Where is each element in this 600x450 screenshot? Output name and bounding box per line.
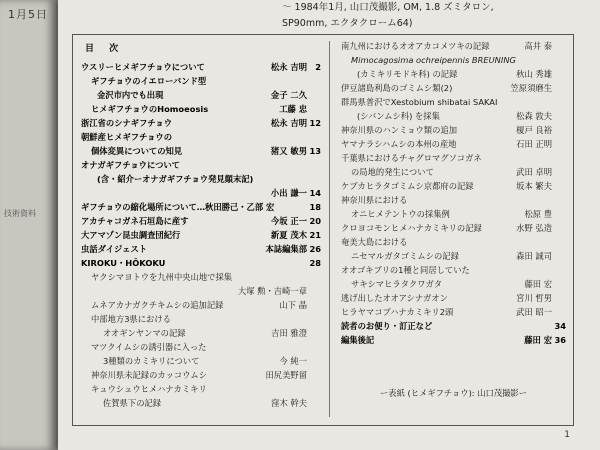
- left-page-label: 技術資料: [4, 209, 36, 218]
- entry-title: オナガギフチョウについて: [81, 160, 180, 170]
- entry-title: 個体変異についての知見: [91, 146, 183, 156]
- entry-title: アカチャコガネ石垣島に産す: [81, 216, 189, 226]
- entry-title: 神奈川県のハンミョウ類の追加: [341, 125, 457, 135]
- entry-title: 奄美大島における: [341, 237, 408, 247]
- entry-title: ヒラヤマコブハナカミキリ2頭: [341, 307, 454, 317]
- cover-caption: [282, 0, 542, 32]
- entry-page: 2: [315, 62, 321, 72]
- entry-title: 神奈川県未記録のカッコウムシ: [91, 370, 207, 380]
- toc-entry: [81, 326, 321, 340]
- entry-title: 群馬県普沢でXestobium shibatai SAKAI: [341, 97, 498, 107]
- toc-entry: [341, 81, 566, 95]
- entry-title: ムネアカナガクチキムシの追加記録: [91, 300, 224, 310]
- toc-entry: [81, 396, 321, 410]
- entry-author: 秋山 秀雄: [516, 69, 552, 79]
- toc-entry: [81, 228, 321, 242]
- entry-title: 朝鮮産ヒメギフチョウの: [81, 132, 173, 142]
- entry-author: 坂本 繁夫: [516, 181, 552, 191]
- toc-entry: [81, 74, 321, 88]
- entry-title: (シバンムシ科) を採集: [357, 111, 440, 121]
- toc-entry: [81, 214, 321, 228]
- entry-page: 21: [309, 230, 321, 240]
- toc-right-column: [341, 39, 566, 347]
- entry-author: 藤田 宏: [524, 335, 552, 345]
- entry-page: 14: [309, 188, 321, 198]
- toc-entry: [341, 235, 566, 249]
- entry-title: ケブカヒラタゴミムシ京都府の記録: [341, 181, 474, 191]
- entry-page: 28: [309, 258, 321, 268]
- entry-title: ヤマナラシハムシの本州の産地: [341, 139, 457, 149]
- entry-title: オオゴキブリの1種と同居していた: [341, 265, 470, 275]
- toc-entry: [341, 305, 566, 319]
- entry-author: 工藤 忠: [279, 104, 307, 114]
- toc-entry: [341, 165, 566, 179]
- toc-entry: [341, 109, 566, 123]
- toc-entry: [81, 284, 321, 298]
- toc-entry: [341, 193, 566, 207]
- entry-title: 中部地方3県における: [91, 314, 171, 324]
- entry-author: 笠原須磨生: [510, 83, 552, 93]
- entry-author: 吉田 雅澄: [271, 328, 307, 338]
- entry-title: ギフチョウの縮化場所について…秋田勝己・乙部 宏: [81, 202, 275, 212]
- toc-left-column: [81, 39, 321, 410]
- page-number: 1: [564, 430, 570, 440]
- toc-entry: [81, 60, 321, 74]
- entry-author: 今 純一: [279, 356, 307, 366]
- toc-entry: [341, 249, 566, 263]
- toc-entry: [341, 179, 566, 193]
- toc-entry: [341, 123, 566, 137]
- entry-title: ニセマルガタゴミムシの記録: [351, 251, 459, 261]
- toc-entry: [341, 263, 566, 277]
- entry-title: ヤクシマヨトウを九州中央山地で採集: [91, 272, 233, 282]
- toc-entry: [341, 319, 566, 333]
- entry-title: 金沢市内でも出現: [97, 90, 164, 100]
- toc-entry: [81, 340, 321, 354]
- toc-entry: [81, 368, 321, 382]
- entry-title: ヒメギフチョウのHomoeosis: [91, 104, 209, 114]
- entry-author: 森田 誠司: [516, 251, 552, 261]
- toc-entry: [81, 102, 321, 116]
- toc-entry: [81, 200, 321, 214]
- toc-entry: [81, 130, 321, 144]
- entry-title: 神奈川県における: [341, 195, 408, 205]
- entry-title: クロヨコモンヒメハナカミキリの記録: [341, 223, 482, 233]
- toc-title: 目 次: [85, 44, 125, 54]
- entry-author: 宮川 哲男: [516, 293, 552, 303]
- entry-title: 大アマゾン昆虫調査団紀行: [81, 230, 181, 240]
- entry-page: 36: [554, 335, 566, 345]
- entry-title: 南九州におけるオオアカコメツキの記録: [341, 41, 490, 51]
- caption-line: SP90mm, エクタクローム64): [282, 18, 413, 29]
- entry-author: 武田 卓明: [516, 167, 552, 177]
- entry-page: 20: [309, 216, 321, 226]
- toc-entry: [81, 144, 321, 158]
- toc-entry: [81, 88, 321, 102]
- entry-author: 榎戸 良裕: [516, 125, 552, 135]
- entry-title: 伊豆諸島利島のゴミムシ類(2): [341, 83, 453, 93]
- toc-entry: [341, 39, 566, 53]
- entry-title: マツクイムシの誘引器に入った: [91, 342, 207, 352]
- toc-entry: [341, 333, 566, 347]
- entry-title: (含・紹介ーオナガギフチョウ発見顛末記): [97, 174, 254, 184]
- entry-author: 水野 弘造: [516, 223, 552, 233]
- toc-entry: [81, 158, 321, 172]
- entry-author: 石田 正明: [516, 139, 552, 149]
- toc-entry: [81, 172, 321, 186]
- column-divider: [329, 41, 330, 417]
- entry-title: KIROKU・HŌKOKU: [81, 258, 166, 268]
- entry-page: 18: [309, 202, 321, 212]
- toc-entry: [341, 291, 566, 305]
- caption-line: ～ 1984年1月, 山口茂撮影, OM, 1.8 ズミタロン,: [282, 2, 494, 13]
- entry-title: オニヒメテントウの採集例: [351, 209, 450, 219]
- entry-author: 松永 吉明: [270, 118, 307, 128]
- toc-entry: [341, 277, 566, 291]
- toc-entry: [81, 312, 321, 326]
- entry-author: 窪木 幹夫: [271, 398, 307, 408]
- entry-author: 武田 昭一: [516, 307, 552, 317]
- toc-entry: [81, 354, 321, 368]
- entry-author: 小出 謙一: [270, 188, 307, 198]
- entry-title: 3種類のカミキリについて: [103, 356, 200, 366]
- entry-title: ウスリーヒメギフチョウについて: [81, 62, 205, 72]
- entry-author: 松永 吉明: [270, 62, 307, 72]
- entry-page: 12: [309, 118, 321, 128]
- entry-page: 26: [309, 244, 321, 254]
- toc-entry: [81, 298, 321, 312]
- entry-author: 今坂 正一: [270, 216, 307, 226]
- entry-title: オオギンヤンマの記録: [103, 328, 186, 338]
- entry-title: 読者のお便り・訂正など: [341, 321, 433, 331]
- toc-entry: [81, 186, 321, 200]
- entry-page: 34: [554, 321, 566, 331]
- toc-entry: [341, 207, 566, 221]
- entry-title: 佐賀県下の記録: [103, 398, 162, 408]
- left-page-date: 1月5日: [8, 8, 48, 21]
- entry-author: 本誌編集部: [265, 244, 307, 254]
- left-page: [0, 0, 56, 450]
- toc-entry: [341, 67, 566, 81]
- entry-title: ギフチョウのイエローバンド型: [91, 76, 207, 86]
- cover-note: ー表紙 (ヒメギフチョウ): 山口茂撮影ー: [379, 388, 528, 398]
- entry-author: 金子 二久: [270, 90, 307, 100]
- entry-title: 逃げ出したオオアシナガオン: [341, 293, 448, 303]
- toc-entry: [341, 137, 566, 151]
- entry-author: 松森 敦夫: [516, 111, 552, 121]
- entry-title: キュウシュウヒメハナカミキリ: [91, 384, 207, 394]
- entry-title: サキシマヒラタクワガタ: [351, 279, 443, 289]
- entry-page: 13: [309, 146, 321, 156]
- entry-title: 編集後記: [341, 335, 375, 345]
- entry-author: 松原 豊: [524, 209, 552, 219]
- entry-author: 猪又 敏男: [270, 146, 307, 156]
- entry-title: (カミキリモドキ科) の記録: [357, 69, 458, 79]
- toc-entry: [81, 116, 321, 130]
- entry-title: 千葉県におけるチャグロマグソコガネ: [341, 153, 482, 163]
- toc-entry: [81, 382, 321, 396]
- toc-entry: [81, 242, 321, 256]
- toc-entry: [341, 151, 566, 165]
- entry-author: 高井 泰: [524, 41, 552, 51]
- toc-entry: [81, 270, 321, 284]
- entry-author: 山下 晶: [279, 300, 307, 310]
- toc-entry: [81, 256, 321, 270]
- entry-title: の局地的発生について: [351, 167, 434, 177]
- entry-title: Mimocagosima ochreipennis BREUNING: [351, 55, 516, 65]
- entry-author: 新夏 茂木: [270, 230, 307, 240]
- toc-entry: [341, 95, 566, 109]
- entry-title: 虫話ダイジェスト: [81, 244, 148, 254]
- entry-author: 大塚 勲・吉崎一章: [237, 286, 307, 296]
- entry-title: 浙江省のシナギフチョウ: [81, 118, 173, 128]
- entry-author: 藤田 宏: [524, 279, 552, 289]
- table-of-contents: [72, 34, 574, 426]
- toc-entry: [341, 53, 566, 67]
- entry-author: 田尻美野留: [265, 370, 307, 380]
- toc-entry: [341, 221, 566, 235]
